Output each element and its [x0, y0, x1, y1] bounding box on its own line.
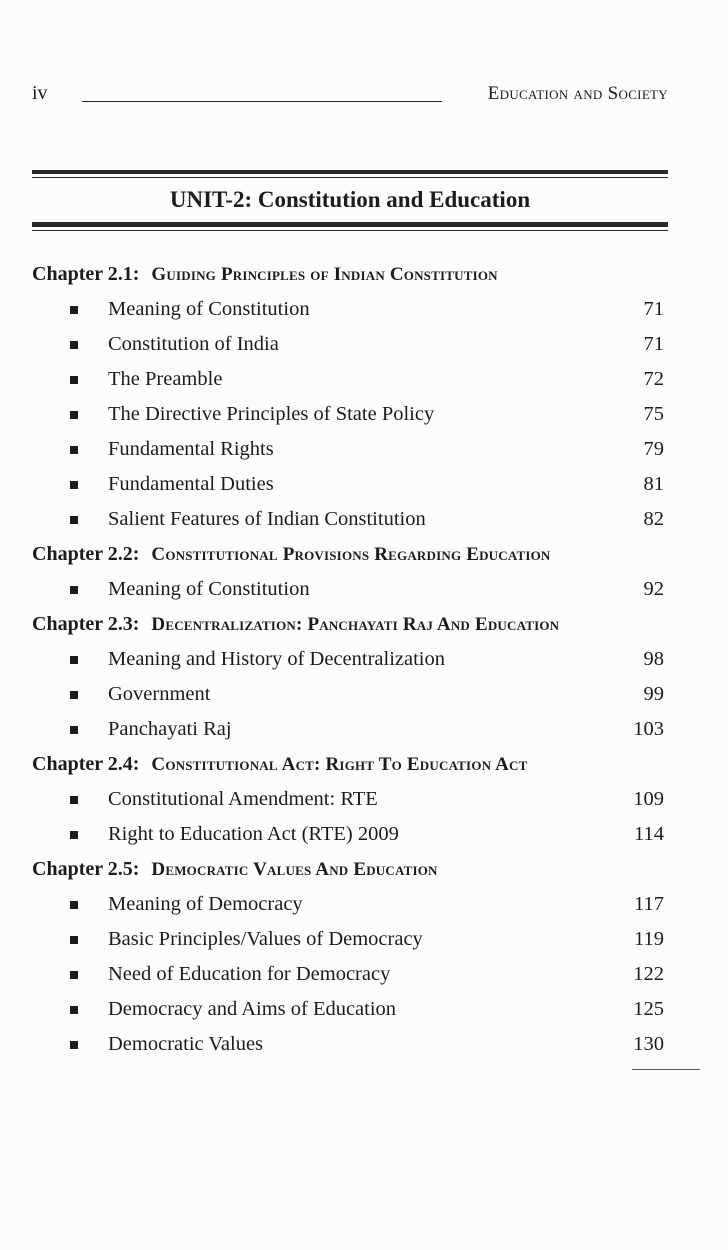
entry-page-number: 71 — [643, 333, 664, 355]
square-bullet-icon — [70, 411, 78, 419]
toc-entry — [32, 785, 668, 820]
chapter-separator: : — [132, 543, 140, 565]
toc-entry — [32, 820, 668, 855]
toc-entry — [32, 295, 668, 330]
unit-rule-top-thin — [32, 177, 668, 178]
toc-entry — [32, 330, 668, 365]
toc-entry — [32, 435, 668, 470]
entry-title: Constitutional Amendment: RTE — [108, 788, 378, 810]
chapter-label: Chapter 2.2 — [32, 543, 133, 565]
unit-rule-bottom-thin — [32, 230, 668, 231]
entry-title: The Preamble — [108, 368, 223, 390]
square-bullet-icon — [70, 516, 78, 524]
chapter-label: Chapter 2.5 — [32, 858, 133, 880]
entry-page-number: 109 — [633, 788, 664, 810]
chapter-separator: : — [132, 613, 140, 635]
entry-title: Meaning of Constitution — [108, 578, 310, 600]
square-bullet-icon — [70, 691, 78, 699]
chapter-title: Guiding Principles of Indian Constitution — [151, 264, 498, 285]
running-header — [32, 82, 668, 106]
entry-title: Need of Education for Democracy — [108, 963, 391, 985]
toc-entry — [32, 505, 668, 540]
book-title: Education and Society — [487, 83, 668, 104]
unit-heading-box — [32, 170, 668, 232]
entry-title: Meaning and History of Decentralization — [108, 648, 445, 670]
entry-page-number: 72 — [643, 368, 664, 390]
entry-page-number: 75 — [643, 403, 664, 425]
entry-page-number: 79 — [643, 438, 664, 460]
chapter-title: Constitutional Act: Right To Education Act — [151, 754, 528, 775]
chapter-title: Decentralization: Panchayati Raj And Education — [151, 614, 560, 635]
table-of-contents — [32, 260, 668, 1065]
square-bullet-icon — [70, 726, 78, 734]
entry-title: Fundamental Rights — [108, 438, 274, 460]
toc-entry — [32, 470, 668, 505]
unit-title: UNIT-2: Constitution and Education — [169, 187, 531, 212]
entry-page-number: 103 — [633, 718, 664, 740]
entry-title: Democratic Values — [108, 1033, 264, 1055]
header-rule — [82, 101, 442, 102]
toc-entry — [32, 715, 668, 750]
entry-page-number: 71 — [643, 298, 664, 320]
square-bullet-icon — [70, 901, 78, 909]
entry-title: Meaning of Democracy — [108, 893, 303, 915]
chapter-separator: : — [132, 858, 140, 880]
entry-page-number: 98 — [643, 648, 664, 670]
chapter-title: Democratic Values And Education — [151, 859, 438, 880]
toc-entry — [32, 365, 668, 400]
entry-title: Fundamental Duties — [108, 473, 274, 495]
chapter-heading — [32, 855, 668, 890]
square-bullet-icon — [70, 376, 78, 384]
square-bullet-icon — [70, 971, 78, 979]
entry-title: Democracy and Aims of Education — [108, 998, 397, 1020]
square-bullet-icon — [70, 586, 78, 594]
unit-rule-top-thick — [32, 170, 668, 174]
toc-entry — [32, 890, 668, 925]
square-bullet-icon — [70, 831, 78, 839]
entry-title: Government — [108, 683, 211, 705]
square-bullet-icon — [70, 936, 78, 944]
entry-title: Meaning of Constitution — [108, 298, 310, 320]
chapter-heading — [32, 610, 668, 645]
page-end-rule — [632, 1069, 700, 1070]
chapter-separator: : — [132, 263, 140, 285]
square-bullet-icon — [70, 796, 78, 804]
square-bullet-icon — [70, 446, 78, 454]
chapter-heading — [32, 260, 668, 295]
entry-title: The Directive Principles of State Policy — [108, 403, 435, 425]
entry-page-number: 92 — [643, 578, 664, 600]
entry-title: Basic Principles/Values of Democracy — [108, 928, 423, 950]
entry-title: Salient Features of Indian Constitution — [108, 508, 426, 530]
toc-entry — [32, 645, 668, 680]
square-bullet-icon — [70, 1006, 78, 1014]
entry-title: Constitution of India — [108, 333, 279, 355]
entry-page-number: 119 — [634, 928, 664, 950]
square-bullet-icon — [70, 1041, 78, 1049]
chapter-label: Chapter 2.3 — [32, 613, 133, 635]
chapter-heading — [32, 540, 668, 575]
toc-entry — [32, 680, 668, 715]
toc-entry — [32, 995, 668, 1030]
entry-page-number: 125 — [633, 998, 664, 1020]
entry-page-number: 81 — [643, 473, 664, 495]
toc-entry — [32, 925, 668, 960]
entry-title: Right to Education Act (RTE) 2009 — [108, 823, 399, 845]
entry-page-number: 130 — [633, 1033, 664, 1055]
unit-rule-bottom-thick — [32, 222, 668, 227]
chapter-heading — [32, 750, 668, 785]
square-bullet-icon — [70, 481, 78, 489]
square-bullet-icon — [70, 656, 78, 664]
entry-page-number: 114 — [634, 823, 664, 845]
chapter-label: Chapter 2.1 — [32, 263, 133, 285]
entry-page-number: 82 — [643, 508, 664, 530]
chapter-label: Chapter 2.4 — [32, 753, 133, 775]
square-bullet-icon — [70, 306, 78, 314]
toc-entry — [32, 960, 668, 995]
toc-entry — [32, 400, 668, 435]
entry-page-number: 99 — [643, 683, 664, 705]
square-bullet-icon — [70, 341, 78, 349]
chapter-separator: : — [132, 753, 140, 775]
chapter-title: Constitutional Provisions Regarding Education — [151, 544, 551, 565]
page-number: iv — [32, 82, 48, 104]
toc-entry — [32, 575, 668, 610]
entry-page-number: 122 — [633, 963, 664, 985]
entry-page-number: 117 — [634, 893, 664, 915]
toc-entry — [32, 1030, 668, 1065]
entry-title: Panchayati Raj — [108, 718, 232, 740]
